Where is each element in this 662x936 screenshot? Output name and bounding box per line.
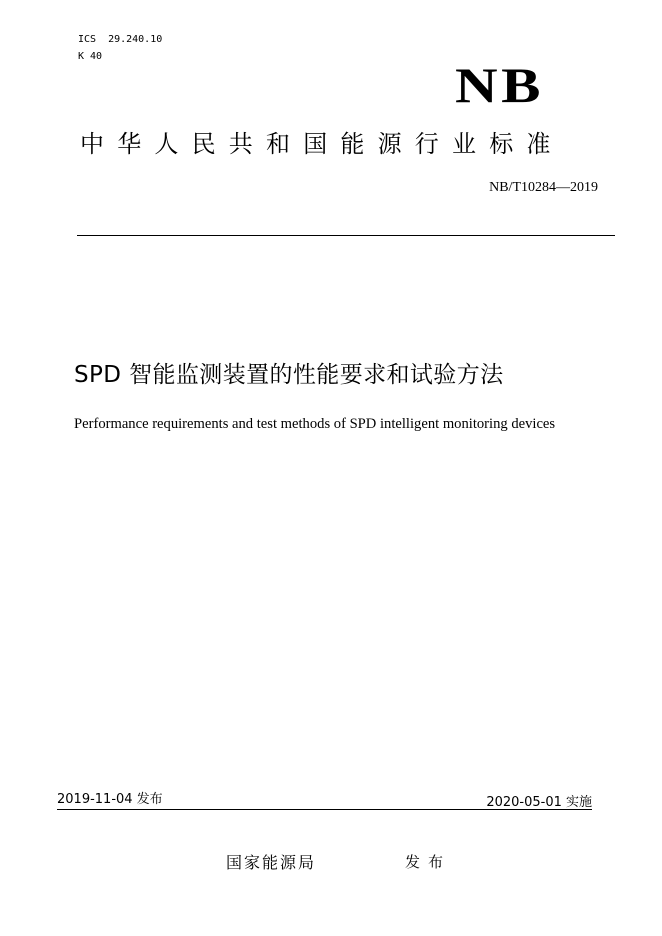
document-title-english: Performance requirements and test methods of SPD intelligent monitoring devices (74, 416, 556, 432)
footer-divider (57, 809, 592, 810)
publish-date: 2019-11-04 发布 (57, 792, 163, 807)
standard-category-title: 中华人民共和国能源行业标准 (80, 130, 564, 158)
issue-label: 发布 (405, 853, 452, 871)
standard-number: NB/T10284—2019 (489, 180, 598, 195)
ccs-code: K 40 (78, 51, 103, 62)
issuing-authority: 国家能源局 (226, 853, 317, 872)
header-divider (77, 235, 615, 236)
ics-code: 29.240.10 (108, 34, 163, 45)
nb-logo: NB (455, 57, 545, 113)
document-title-chinese: SPD 智能监测装置的性能要求和试验方法 (74, 362, 504, 388)
ics-classification (78, 34, 162, 46)
ics-label: ICS (78, 34, 97, 45)
implement-date: 2020-05-01 实施 (486, 795, 592, 810)
